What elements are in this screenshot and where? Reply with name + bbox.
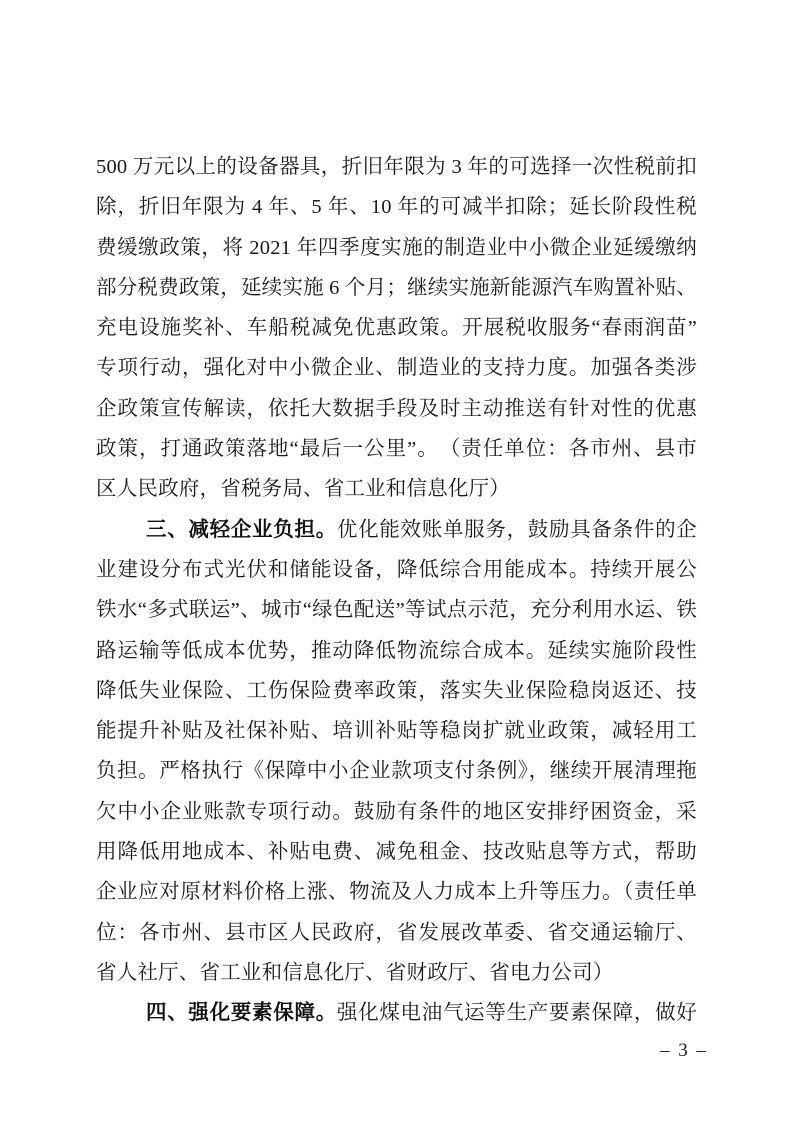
body-segment: 除，折旧年限为 4 年、5 年、10 年的可减半扣除；延长阶段性税 <box>96 196 697 219</box>
body-segment: 省人社厅、省工业和信息化厅、省财政厅、省电力公司） <box>96 961 614 984</box>
body-segment: 欠中小企业账款专项行动。鼓励有条件的地区安排纾困资金，采 <box>96 800 697 823</box>
text-line <box>96 389 697 429</box>
section-heading: 三、减轻企业负担。 <box>146 517 337 541</box>
text-line <box>96 631 697 671</box>
text-line <box>96 510 697 550</box>
body-segment: 能提升补贴及社保补贴、培训补贴等稳岗扩就业政策，减轻用工 <box>96 720 697 743</box>
body-segment: 用降低用地成本、补贴电费、减免租金、技改贴息等方式，帮助 <box>96 841 697 864</box>
body-segment: 费缓缴政策，将 2021 年四季度实施的制造业中小微企业延缓缴纳 <box>96 236 697 259</box>
text-line <box>96 872 697 912</box>
text-line <box>96 550 697 590</box>
text-line <box>96 751 697 791</box>
text-line <box>96 228 697 268</box>
body-segment: 优化能效账单服务，鼓励具备条件的企 <box>336 518 697 541</box>
text-line <box>96 993 697 1033</box>
body-segment: 业建设分布式光伏和储能设备，降低综合用能成本。持续开展公 <box>96 558 697 581</box>
body-segment: 企政策宣传解读，依托大数据手段及时主动推送有针对性的优惠 <box>96 397 697 420</box>
text-line <box>96 913 697 953</box>
body-segment: 政策，打通政策落地“最后一公里”。 （责任单位：各市州、县市 <box>96 438 697 461</box>
page-number: – 3 – <box>660 1040 708 1061</box>
text-line <box>96 671 697 711</box>
body-segment: 充电设施奖补、车船税减免优惠政策。开展税收服务“春雨润苗” <box>96 317 697 340</box>
text-line <box>96 832 697 872</box>
body-text <box>96 147 697 1034</box>
body-segment: 位：各市州、县市区人民政府，省发展改革委、省交通运输厅、 <box>96 921 697 944</box>
text-line <box>96 792 697 832</box>
body-segment: 负担。严格执行《保障中小企业款项支付条例》，继续开展清理拖 <box>96 760 697 783</box>
body-segment: 专项行动，强化对中小微企业、制造业的支持力度。加强各类涉 <box>96 357 697 380</box>
text-line <box>96 590 697 630</box>
text-line <box>96 187 697 227</box>
body-segment: 路运输等低成本优势，推动降低物流综合成本。延续实施阶段性 <box>96 639 697 662</box>
body-segment: 企业应对原材料价格上涨、物流及人力成本上升等压力。（责任单 <box>96 881 697 904</box>
body-segment: 部分税费政策，延续实施 6 个月；继续实施新能源汽车购置补贴、 <box>96 276 697 299</box>
text-line <box>96 147 697 187</box>
body-segment: 区人民政府，省税务局、省工业和信息化厅） <box>96 478 510 501</box>
text-line <box>96 469 697 509</box>
text-line <box>96 429 697 469</box>
text-line <box>96 348 697 388</box>
body-segment: 铁水“多式联运”、城市“绿色配送”等试点示范，充分利用水运、铁 <box>96 599 697 622</box>
text-line <box>96 268 697 308</box>
text-line <box>96 953 697 993</box>
body-segment: 强化煤电油气运等生产要素保障，做好 <box>336 1002 697 1025</box>
text-line <box>96 711 697 751</box>
section-heading: 四、强化要素保障。 <box>146 1001 337 1025</box>
body-segment: 降低失业保险、工伤保险费率政策，落实失业保险稳岗返还、技 <box>96 679 697 702</box>
body-segment: 500 万元以上的设备器具，折旧年限为 3 年的可选择一次性税前扣 <box>96 156 697 178</box>
text-line <box>96 308 697 348</box>
